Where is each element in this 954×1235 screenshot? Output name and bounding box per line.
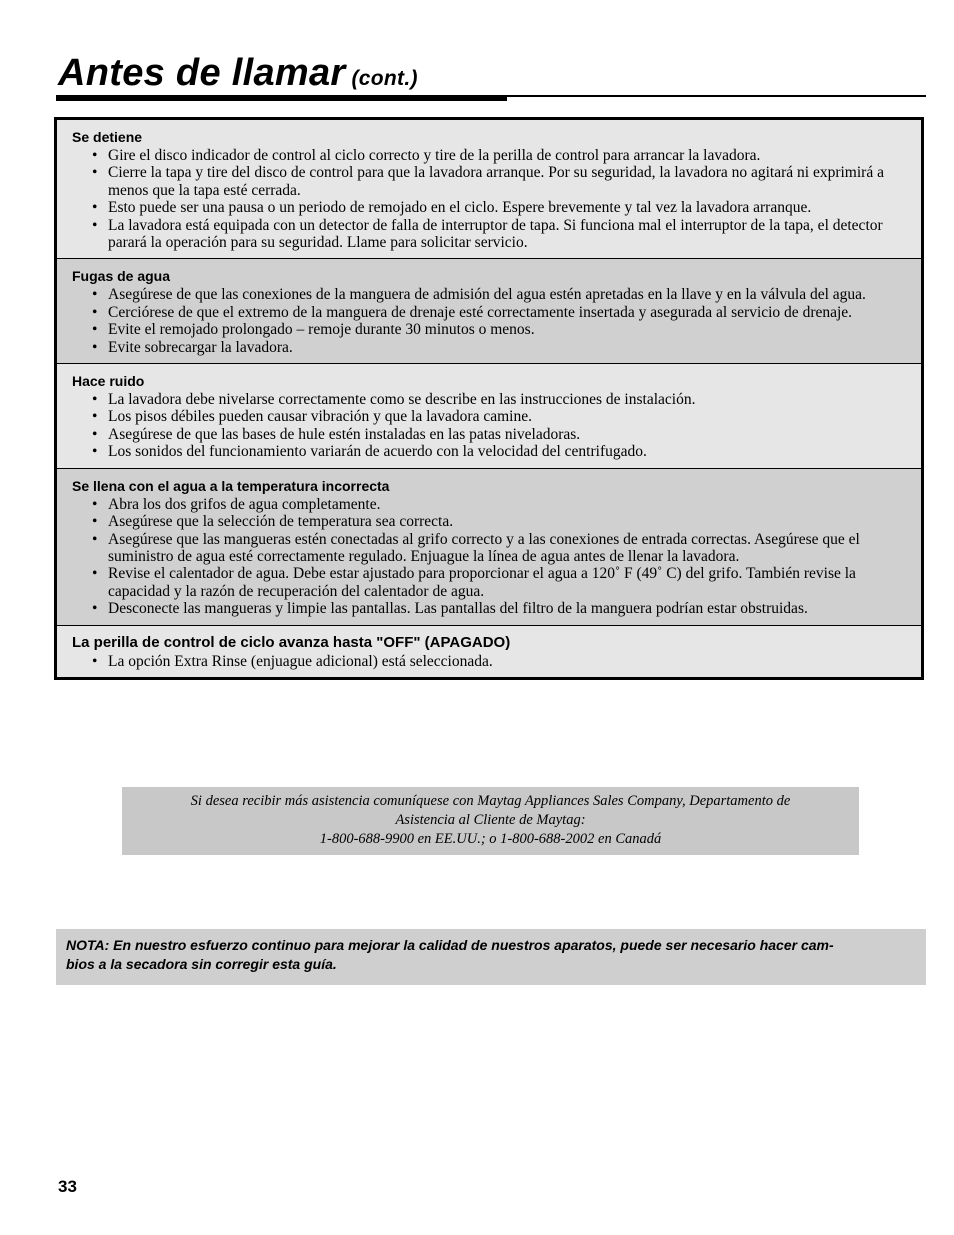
list-item: • La lavadora debe nivelarse correctamente como se describe en las instrucciones de instalación. <box>72 391 909 408</box>
list-item: • Asegúrese que las mangueras estén conectadas al grifo correcto y a las conexiones de entrada correctas. Asegúrese que el suministro de agua esté correctamente regulado. Enjuague la línea de agua antes de llenar la lavadora. <box>72 531 909 566</box>
section-temperatura-incorrecta <box>57 468 921 625</box>
assistance-line: Asistencia al Cliente de Maytag: <box>395 812 586 828</box>
troubleshooting-table <box>54 117 924 680</box>
section-heading: La perilla de control de ciclo avanza hasta "OFF" (APAGADO) <box>72 633 511 651</box>
note-line: bios a la secadora sin corregir esta guía. <box>66 956 337 972</box>
list-item: • Gire el disco indicador de control al ciclo correcto y tire de la perilla de control para arrancar la lavadora. <box>72 147 909 164</box>
bullet-list <box>72 391 909 461</box>
page-title-main: Antes de llamar <box>58 52 346 94</box>
list-item: • Evite el remojado prolongado – remoje durante 30 minutos o menos. <box>72 321 909 338</box>
list-item: • Evite sobrecargar la lavadora. <box>72 339 909 356</box>
list-item: • Revise el calentador de agua. Debe estar ajustado para proporcionar el agua a 120˚ F (49˚ C) del grifo. También revise la capacidad y la razón de recuperación del calentador de agua. <box>72 565 909 600</box>
section-heading: Fugas de agua <box>72 268 171 285</box>
bullet-list <box>72 147 909 251</box>
list-item: • Cierre la tapa y tire del disco de control para que la lavadora arranque. Por su seguridad, la lavadora no agitará ni exprimirá a menos que la tapa esté cerrada. <box>72 164 909 199</box>
page-number: 33 <box>58 1177 77 1196</box>
list-item: • Cerciórese de que el extremo de la manguera de drenaje esté correctamente insertada y asegurada al servicio de drenaje. <box>72 304 909 321</box>
section-heading: Se detiene <box>72 129 143 145</box>
note-line: NOTA: En nuestro esfuerzo continuo para mejorar la calidad de nuestros aparatos, puede ser necesario hacer cam- <box>66 937 834 953</box>
bullet-list <box>72 653 909 670</box>
section-heading: Se llena con el agua a la temperatura incorrecta <box>72 477 390 494</box>
section-heading: Hace ruido <box>72 373 145 390</box>
list-item: • Los sonidos del funcionamiento variarán de acuerdo con la velocidad del centrifugado. <box>72 443 909 460</box>
list-item: • Asegúrese de que las conexiones de la manguera de admisión del agua estén apretadas en la llave y en la válvula del agua. <box>72 286 909 303</box>
assistance-line: Si desea recibir más asistencia comuníquese con Maytag Appliances Sales Company, Departamento de <box>190 793 791 809</box>
list-item: • Los pisos débiles pueden causar vibración y que la lavadora camine. <box>72 408 909 425</box>
section-hace-ruido <box>57 363 921 468</box>
bullet-list <box>72 496 909 618</box>
list-item: • Esto puede ser una pausa o un periodo de remojado en el ciclo. Espere brevemente y tal vez la lavadora arranque. <box>72 199 909 216</box>
assistance-box <box>122 787 859 855</box>
note-box <box>56 929 926 985</box>
assistance-phone: 1-800-688-9900 en EE.UU.; o 1-800-688-2002 en Canadá <box>319 831 662 847</box>
list-item: • Asegúrese que la selección de temperatura sea correcta. <box>72 513 909 530</box>
section-se-detiene <box>57 120 921 258</box>
section-fugas-de-agua <box>57 258 921 363</box>
list-item: • Abra los dos grifos de agua completamente. <box>72 496 909 513</box>
list-item: • La lavadora está equipada con un detector de falla de interruptor de tapa. Si funciona mal el interruptor de la tapa, el detector parará la operación para su seguridad. Llame para solicitar servicio. <box>72 217 909 252</box>
page-title-subtitle: (cont.) <box>351 67 418 90</box>
bullet-list <box>72 286 909 356</box>
title-rule-accent <box>56 95 507 101</box>
list-item: • La opción Extra Rinse (enjuague adicional) está seleccionada. <box>72 653 909 670</box>
section-perilla-avanza-off <box>57 625 921 677</box>
list-item: • Desconecte las mangueras y limpie las pantallas. Las pantallas del filtro de la manguera podrían estar obstruidas. <box>72 600 909 617</box>
list-item: • Asegúrese de que las bases de hule estén instaladas en las patas niveladoras. <box>72 426 909 443</box>
